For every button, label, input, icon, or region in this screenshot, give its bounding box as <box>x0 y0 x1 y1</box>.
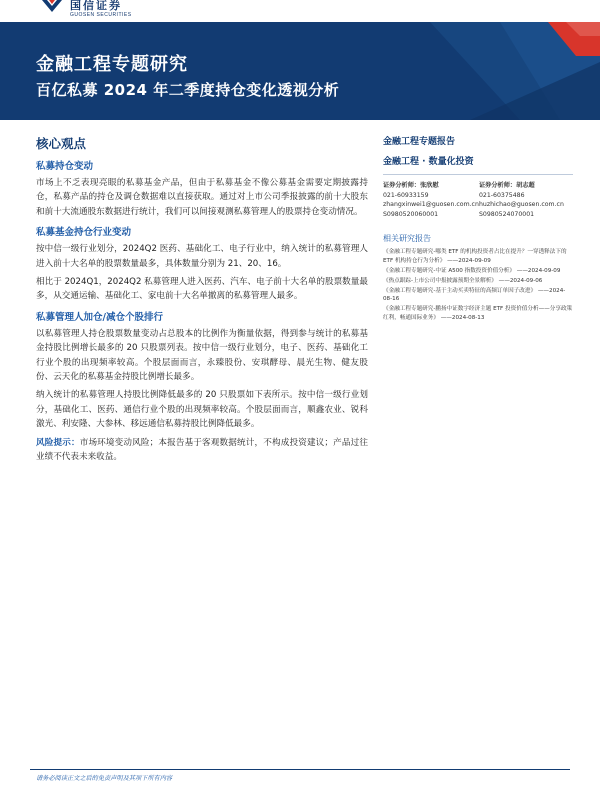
logo-chinese-name: 国信证券 <box>70 0 122 12</box>
risk-warning <box>36 436 368 465</box>
analyst-license: S0980520060001 <box>383 210 439 218</box>
risk-warning-label: 风险提示： <box>36 437 80 448</box>
related-report-link[interactable]: 《金融工程专题研究-基于主动买卖特征的高频订单因子改进》 ——2024-08-16 <box>383 287 566 303</box>
report-sidebar <box>383 134 573 324</box>
risk-warning-text: 市场环境变动风险；本报告基于客观数据统计，不构成投资建议；产品过往业绩不代表未来收益。 <box>36 437 368 463</box>
core-views-column <box>36 134 368 469</box>
related-reports-heading: 相关研究报告 <box>383 234 431 244</box>
sidebar-divider <box>383 174 573 175</box>
analyst-list <box>383 181 573 219</box>
report-title: 百亿私募 2024 年二季度持仓变化透视分析 <box>36 81 340 99</box>
footer-divider <box>30 769 570 770</box>
analyst-email[interactable]: huzhichao@guosen.com.cn <box>479 201 564 209</box>
header-logo-area <box>0 0 600 22</box>
paragraph-industry-change-2: 相比于 2024Q1，2024Q2 私募管理人进入医药、汽车、电子前十大名单的股票数量最多，从交通运输、基础化工、家电前十大名单撤离的私募管理人最多。 <box>36 277 368 302</box>
analyst-name: 证券分析师：胡志超 <box>479 182 535 189</box>
paragraph-industry-change-1: 按中信一级行业划分，2024Q2 医药、基础化工、电子行业中，纳入统计的私募管理人进入前十大名单的股票数量最多，具体数量分别为 21、20、16。 <box>36 244 368 269</box>
report-category-label: 金融工程 · 数量化投资 <box>383 157 474 167</box>
paragraph-holdings-change: 市场上不乏表现亮眼的私募基金产品，但由于私募基金不像公募基金需要定期披露持仓，私募产品的持仓及调仓数据难以直接获取。通过对上市公司季报披露的前十大股东和前十大流通股东数据进行统计，我们可以间接观测私募管理人的股票持仓变动情况。 <box>36 178 368 217</box>
report-series-title: 金融工程专题研究 <box>36 54 188 75</box>
analyst-name: 证券分析师：张欣慰 <box>383 182 439 189</box>
related-report-link[interactable]: 《金融工程专题研究-中证 A500 指数投资价值分析》 ——2024-09-09 <box>383 267 561 274</box>
analyst-email[interactable]: zhangxinwei1@guosen.com.cn <box>383 201 479 209</box>
related-report-link[interactable]: 《热点跟踪-上市公司中报披露预期全景解析》 ——2024-09-06 <box>383 277 543 284</box>
analyst-card <box>383 181 477 219</box>
analyst-phone: 021-60375486 <box>479 191 525 199</box>
analyst-phone: 021-60933159 <box>383 191 429 199</box>
paragraph-stock-ranking-1: 以私募管理人持仓股票数量变动占总股本的比例作为衡量依据，得到参与统计的私募基金持股比例增长最多的 20 只股票列表。按中信一级行业划分，电子、医药、基础化工行业个股的出现频率较高。个股层面而言，永臻股份、安琪酵母、晨光生物、健友股份、云天化的私募基金持股比例增长最多。 <box>36 328 368 383</box>
title-banner <box>0 22 600 120</box>
paragraph-stock-ranking-2: 纳入统计的私募管理人持股比例降低最多的 20 只股票如下表所示。按中信一级行业划分，基础化工、医药、通信行业个股的出现频率较高。个股层面而言，顺鑫农业、锐科激光、利安隆、大参林、移远通信私募持股比例降低最多。 <box>36 390 368 430</box>
section-heading-industry-change: 私募基金持仓行业变动 <box>36 227 132 239</box>
section-heading-stock-ranking: 私募管理人加仓/减仓个股排行 <box>36 311 163 323</box>
section-heading-holdings-change: 私募持仓变动 <box>36 161 94 172</box>
analyst-card <box>479 181 573 219</box>
guosen-logo-icon <box>40 0 64 16</box>
related-report-link[interactable]: 《金融工程专题研究-鹏扬中证数字经济主题 ETF 投资价值分析——分享政策红利，畅通国际业务》 ——2024-08-13 <box>383 306 573 321</box>
report-type-label: 金融工程专题报告 <box>383 137 456 147</box>
core-views-heading: 核心观点 <box>36 136 87 151</box>
analyst-license: S0980524070001 <box>479 210 535 218</box>
disclaimer-note: 请务必阅读正文之后的免责声明及其项下所有内容 <box>36 775 173 782</box>
logo-english-name: GUOSEN SECURITIES <box>70 12 132 18</box>
related-report-link[interactable]: 《金融工程专题研究-哪类 ETF 的机构投资者占比在提升？一穿透释法下的 ETF 机构持仓行为分析》 ——2024-09-09 <box>383 249 567 265</box>
